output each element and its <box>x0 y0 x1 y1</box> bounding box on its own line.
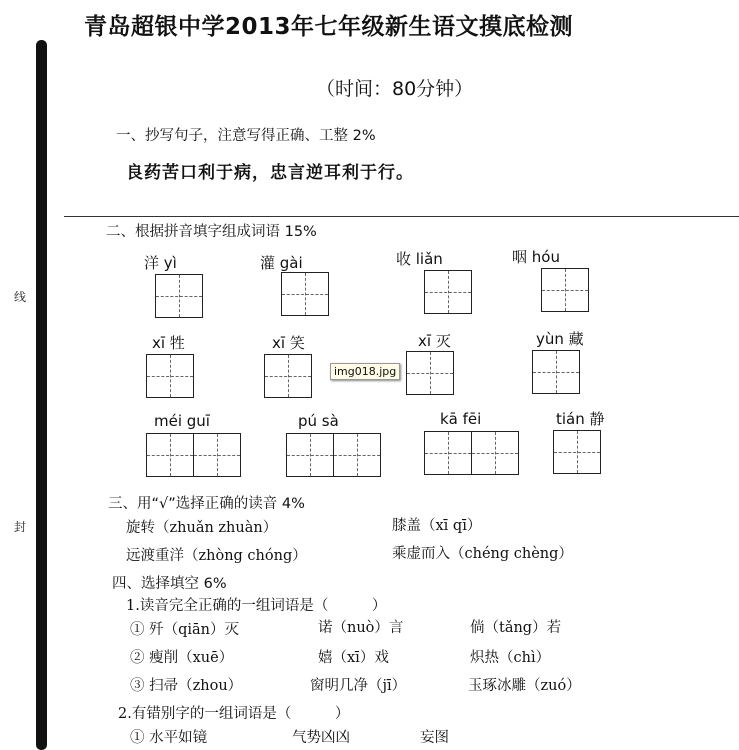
pinyin-item-label: xī 牲 <box>152 334 185 352</box>
option-row: 炽热（chì） <box>470 650 551 666</box>
writing-grid[interactable] <box>264 354 311 398</box>
pinyin-item-label: pú sà <box>298 412 339 430</box>
question-1: 1.读音完全正确的一组词语是（ ） <box>126 598 387 614</box>
option-row: 玉琢冰雕（zuó） <box>468 678 581 694</box>
option-row: 妄图 <box>420 730 449 746</box>
writing-grid[interactable] <box>146 354 193 398</box>
pinyin-item-label: xī 灭 <box>418 332 451 350</box>
reading-choice[interactable]: 旋转（zhuǎn zhuàn） <box>126 520 278 536</box>
option-row: ① 歼（qiān）灭 <box>130 622 240 638</box>
option-row: 窗明几净（jī） <box>310 678 407 694</box>
section4-heading: 四、选择填空 6% <box>112 576 227 592</box>
page-title: 青岛超银中学2013年七年级新生语文摸底检测 <box>84 14 574 40</box>
reading-choice[interactable]: 远渡重洋（zhòng chóng） <box>126 548 307 564</box>
pinyin-item-label: méi guī <box>154 412 210 430</box>
reading-choice[interactable]: 乘虚而入（chéng chèng） <box>392 546 573 562</box>
pinyin-item-label: tián 静 <box>556 410 605 428</box>
pinyin-item-label: 收 liǎn <box>396 250 443 268</box>
option-row: 倘（tǎng）若 <box>470 620 562 636</box>
writing-grid[interactable] <box>532 350 579 394</box>
pinyin-item-label: yùn 藏 <box>536 330 584 348</box>
option-row: ② 瘦削（xuē） <box>130 650 234 666</box>
pinyin-item-label: 咽 hóu <box>512 248 560 266</box>
option-row: ③ 扫帚（zhou） <box>130 678 243 694</box>
divider-line <box>64 216 739 217</box>
binding-label-xian: 线 <box>14 290 27 304</box>
pinyin-item-label: kā fēi <box>440 410 482 428</box>
option-row: 气势凶凶 <box>292 730 350 746</box>
writing-grid[interactable] <box>281 272 328 316</box>
writing-grid[interactable] <box>424 270 471 314</box>
section3-heading: 三、用“√”选择正确的读音 4% <box>108 496 305 512</box>
writing-grid[interactable] <box>286 433 379 477</box>
writing-grid[interactable] <box>541 268 588 312</box>
binding-line-bar <box>36 40 47 750</box>
writing-grid[interactable] <box>424 431 517 475</box>
section1-sentence: 良药苦口利于病，忠言逆耳利于行。 <box>126 163 414 183</box>
reading-choice[interactable]: 膝盖（xī qī） <box>392 518 482 534</box>
section2-heading: 二、根据拼音填字组成词语 15% <box>106 224 317 240</box>
exam-duration: （时间：80分钟） <box>316 78 474 100</box>
pinyin-item-label: 灌 gài <box>260 254 303 272</box>
pinyin-item-label: 洋 yì <box>144 254 177 272</box>
section1-heading: 一、抄写句子，注意写得正确、工整 2% <box>116 128 376 144</box>
pinyin-item-label: xī 笑 <box>272 334 305 352</box>
option-row: ① 水平如镜 <box>130 730 208 746</box>
writing-grid[interactable] <box>155 274 202 318</box>
question-2: 2.有错别字的一组词语是（ ） <box>118 706 350 722</box>
writing-grid[interactable] <box>553 430 600 474</box>
binding-label-feng: 封 <box>14 520 27 534</box>
image-filename-tooltip: img018.jpg <box>330 363 400 380</box>
writing-grid[interactable] <box>406 351 453 395</box>
option-row: 嬉（xī）戏 <box>318 650 389 666</box>
writing-grid[interactable] <box>146 433 239 477</box>
option-row: 诺（nuò）言 <box>318 620 404 636</box>
